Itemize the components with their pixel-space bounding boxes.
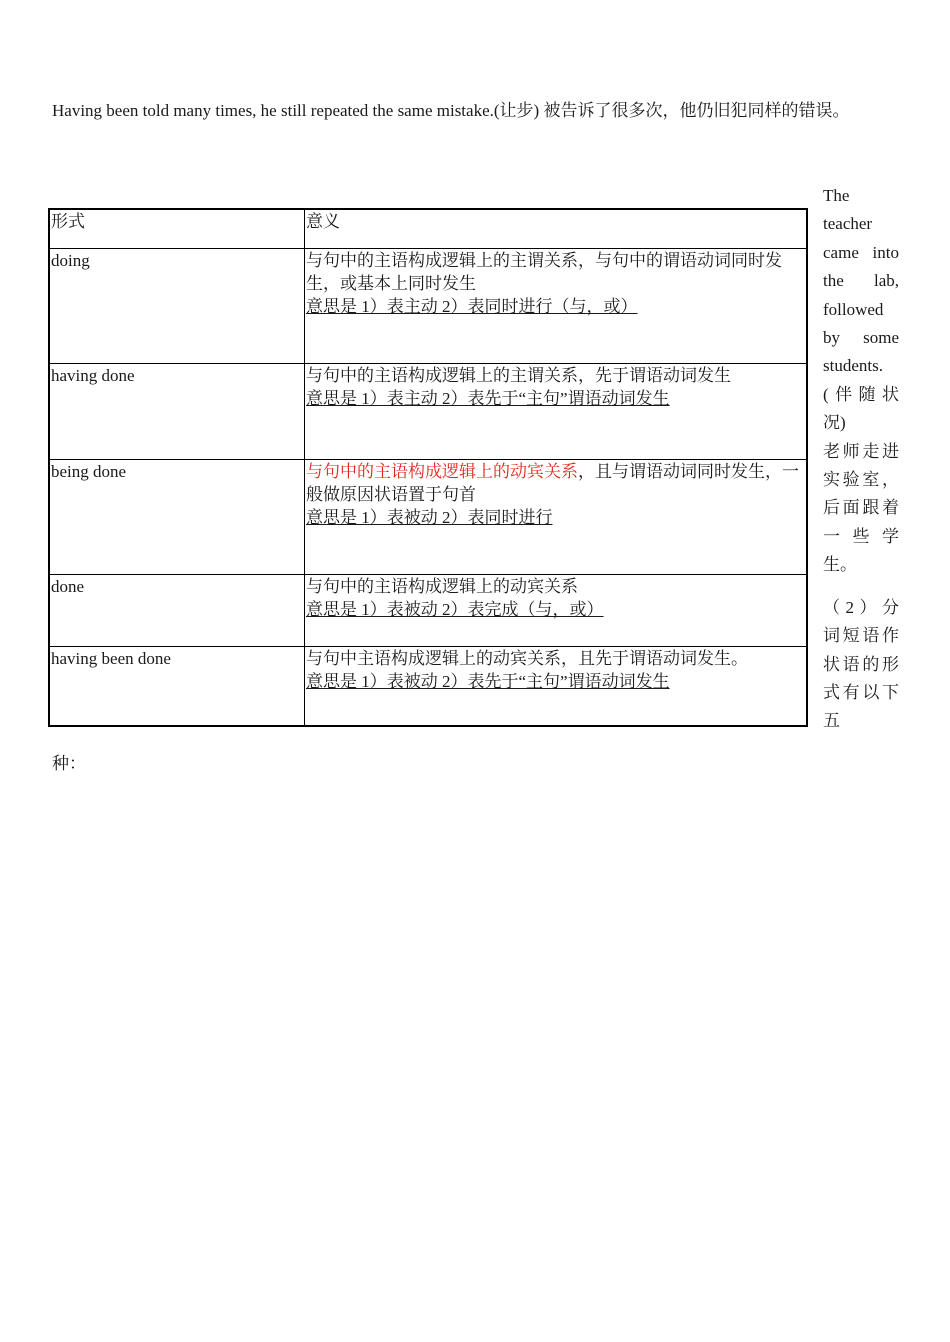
sidebar-text: [823, 182, 899, 736]
description-text: 与句中的主语构成逻辑上的动宾关系: [306, 576, 578, 596]
meaning-cell: [305, 459, 808, 574]
table-row: [49, 574, 807, 646]
example-note: (伴随状况): [823, 384, 899, 433]
table-header-row: [49, 209, 807, 248]
table-row: [49, 363, 807, 459]
description-text: 与句中主语构成逻辑上的动宾关系，且先于谓语动词发生。: [306, 648, 748, 668]
section-heading: （2）分词短语作状语的形式有以下五: [823, 597, 899, 731]
meaning-cell: [305, 646, 808, 726]
description-text: [306, 460, 805, 506]
example-chinese: 老师走进实验室，后面跟着一些学生。: [823, 441, 899, 575]
table-row: [49, 646, 807, 726]
continuation-text: 种：: [52, 754, 86, 773]
table-row: [49, 459, 807, 574]
intro-paragraph: Having been told many times, he still repeated the same mistake.(让步) 被告诉了很多次，他仍旧犯同样的错误。: [52, 101, 850, 120]
table-row: [49, 248, 807, 363]
meaning-cell: [305, 248, 808, 363]
highlighted-description: 与句中的主语构成逻辑上的动宾关系: [306, 461, 578, 481]
meaning-text: 意思是 1）表被动 2）表完成（与，或）: [306, 599, 604, 619]
description-rest: ，且与谓语动词同时发生，一般做原因状语置于句首: [306, 461, 799, 504]
description-text: 与句中的主语构成逻辑上的主谓关系，先于谓语动词发生: [306, 365, 731, 385]
description-text: 与句中的主语构成逻辑上的主谓关系，与句中的谓语动词同时发生，或基本上同时发生: [306, 250, 782, 293]
meaning-text: 意思是 1）表主动 2）表同时进行（与，或）: [306, 296, 638, 316]
meaning-cell: [305, 363, 808, 459]
form-cell: being done: [49, 459, 305, 574]
meaning-cell: [305, 574, 808, 646]
participle-forms-table: [48, 208, 808, 727]
header-form: 形式: [49, 209, 305, 248]
form-cell: done: [49, 574, 305, 646]
meaning-text: 意思是 1）表主动 2）表先于“主句”谓语动词发生: [306, 388, 670, 408]
meaning-text: 意思是 1）表被动 2）表先于“主句”谓语动词发生: [306, 671, 670, 691]
header-meaning: 意义: [305, 209, 808, 248]
form-cell: having done: [49, 363, 305, 459]
form-cell: doing: [49, 248, 305, 363]
form-cell: having been done: [49, 646, 305, 726]
meaning-text: 意思是 1）表被动 2）表同时进行: [306, 507, 553, 527]
example-english: The teacher came into the lab, followed by some students.: [823, 186, 899, 376]
